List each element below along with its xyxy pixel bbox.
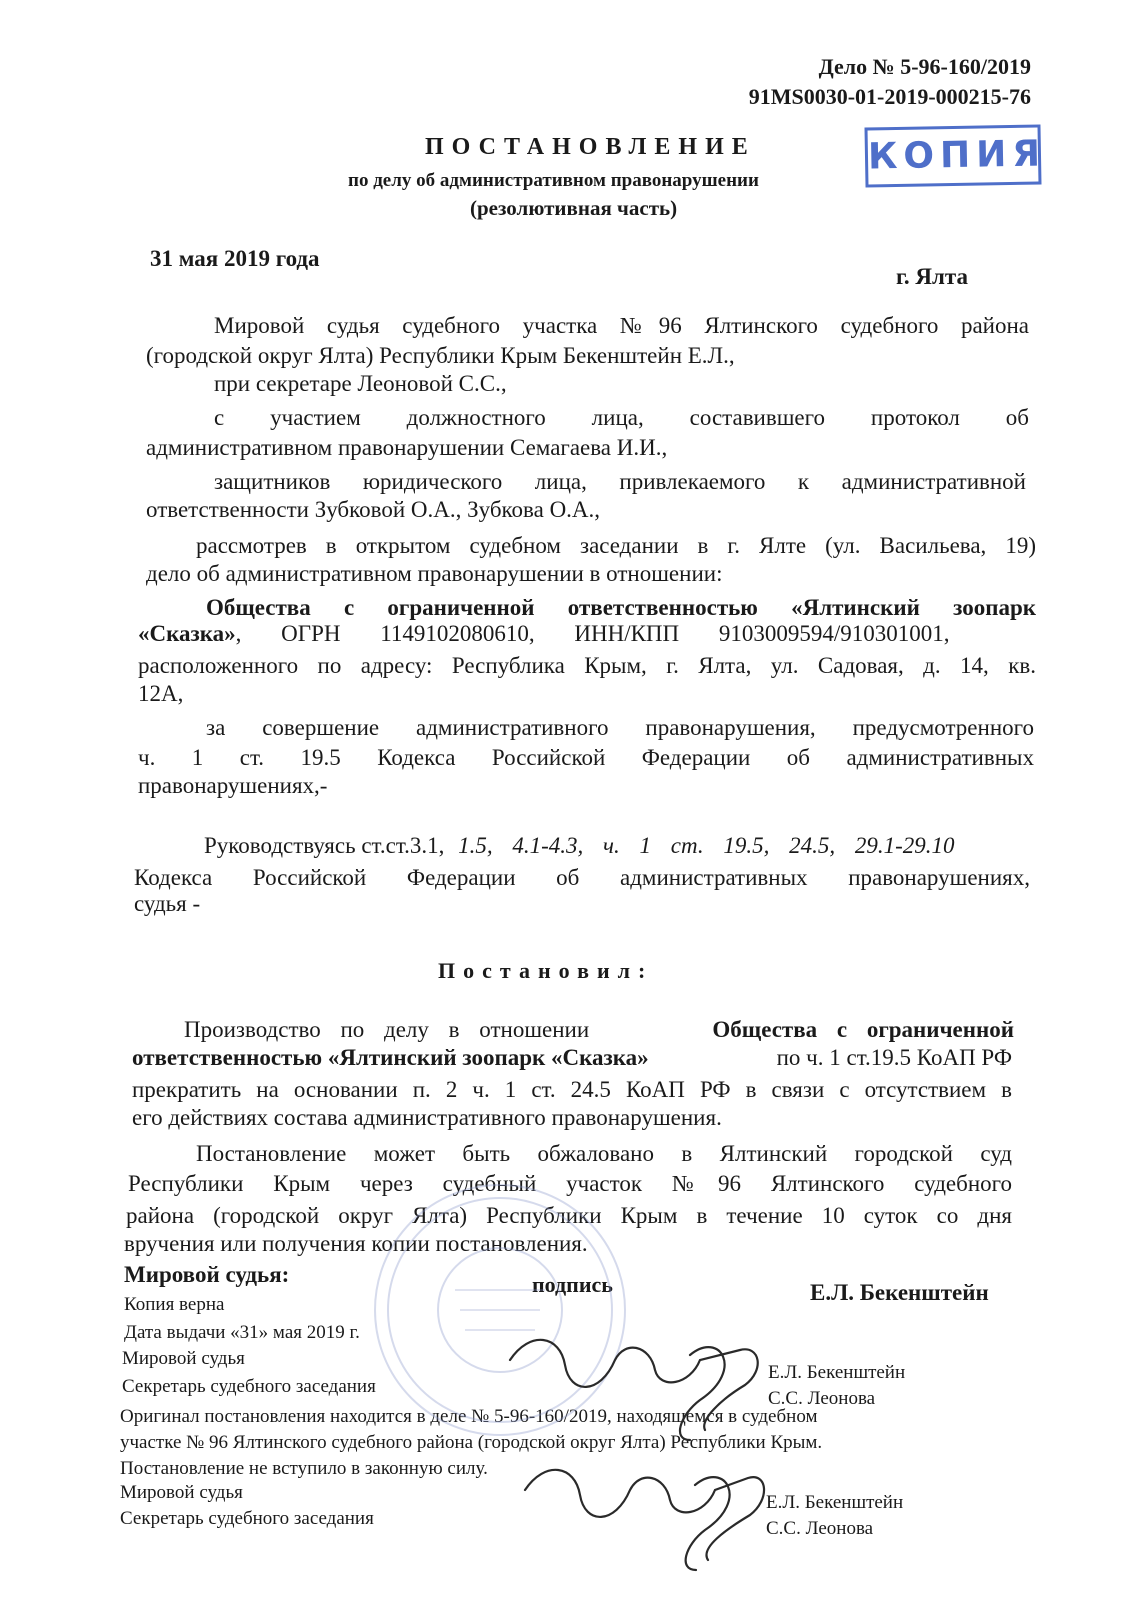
intro-line-4a: защитников юридического лица, привлекаемого к административной [214, 469, 1026, 494]
copy-stamp: КОПИЯ [864, 124, 1041, 187]
ruling-p1-start: Производство по делу в отношении [184, 1017, 590, 1042]
document-title: ПОСТАНОВЛЕНИЕ [425, 134, 756, 160]
ruling-p1-line3: прекратить на основании п. 2 ч. 1 ст. 24.5 КоАП РФ в связи с отсутствием в [132, 1077, 1012, 1102]
copy-correct: Копия верна [124, 1294, 225, 1315]
ruling-p1-line1 [184, 1016, 1014, 1044]
ruling-p2-line3: района (городской округ Ялта) Республики Крым в течение 10 суток со дня [126, 1203, 1012, 1228]
copy-judge: Мировой судья [122, 1348, 245, 1369]
ruling-p2-line1: Постановление может быть обжаловано в Ялтинский городской суд [196, 1141, 1012, 1166]
intro-line-4b: ответственности Зубковой О.А., Зубкова О.А., [146, 497, 601, 522]
copy-secretary-name-2: С.С. Леонова [766, 1518, 874, 1539]
ruling-p1-bold1: Общества с ограниченной [712, 1017, 1014, 1042]
document-place: г. Ялта [896, 264, 968, 289]
intro-line-3b: административном правонарушении Семагаева И.И., [146, 435, 668, 460]
offense-line-a: за совершение административного правонарушения, предусмотренного [206, 715, 1034, 740]
copy-judge-name: Е.Л. Бекенштейн [768, 1362, 906, 1383]
intro-line-5b: дело об административном правонарушении в отношении: [146, 561, 723, 586]
org-address: расположенного по адресу: Республика Крым, г. Ялта, ул. Садовая, д. 14, кв. [138, 653, 1036, 678]
case-uid: 91MS0030-01-2019-000215-76 [748, 84, 1031, 109]
ruling-p1-line4: его действиях состава административного правонарушения. [132, 1105, 722, 1130]
guided-articles: 1.5, 4.1-4.3, ч. 1 ст. 19.5, 24.5, 29.1-29.10 [458, 833, 955, 858]
ruling-heading: Постановил: [438, 958, 654, 983]
guided-lead: Руководствуясь ст.ст.3.1, [204, 833, 445, 858]
issue-date: Дата выдачи «31» мая 2019 г. [124, 1322, 360, 1343]
org-registration: , ОГРН 1149102080610, ИНН/КПП 9103009594/910301001, [235, 621, 950, 646]
copy-secretary-name: С.С. Леонова [768, 1388, 876, 1409]
copy-judge-name-2: Е.Л. Бекенштейн [766, 1492, 904, 1513]
handwritten-signature-2 [525, 1470, 764, 1570]
copy-secretary: Секретарь судебного заседания [122, 1376, 376, 1397]
copy-judge-2: Мировой судья [120, 1482, 243, 1503]
ruling-p2-line4: вручения или получения копии постановления. [124, 1231, 588, 1256]
copy-secretary-2: Секретарь судебного заседания [120, 1508, 374, 1529]
ruling-p1-rest2: по ч. 1 ст.19.5 КоАП РФ [776, 1045, 1012, 1070]
org-address-end: 12А, [138, 681, 184, 706]
offense-line-b: ч. 1 ст. 19.5 Кодекса Российской Федерации об административных [138, 745, 1034, 770]
intro-line-1b: (городской округ Ялта) Республики Крым Бекенштейн Е.Л., [146, 343, 735, 368]
guided-line-3: судья - [134, 891, 201, 916]
intro-line-3a: с участием должностного лица, составившего протокол об [214, 405, 1029, 430]
signature-mark: подпись [532, 1272, 613, 1297]
org-name-line-1: Общества с ограниченной ответственностью «Ялтинский зоопарк [206, 595, 1036, 620]
ruling-p2-line2: Республики Крым через судебный участок №96 Ялтинского судебного [128, 1171, 1012, 1196]
offense-line-c: правонарушениях,- [138, 773, 328, 798]
case-number: Дело № 5-96-160/2019 [818, 54, 1031, 79]
not-in-force: Постановление не вступило в законную силу. [120, 1458, 488, 1479]
guided-line-2: Кодекса Российской Федерации об административных правонарушениях, [134, 865, 1030, 890]
document-part: (резолютивная часть) [470, 196, 678, 220]
signature-name: Е.Л. Бекенштейн [810, 1280, 989, 1305]
org-name-tail: «Сказка» [138, 621, 236, 646]
original-location-b: участке № 96 Ялтинского судебного района (городской округ Ялта) Республики Крым. [120, 1432, 823, 1453]
intro-line-1a: Мировой судья судебного участка №96 Ялтинского судебного района [214, 313, 1029, 338]
intro-line-5a: рассмотрев в открытом судебном заседании в г. Ялте (ул. Васильева, 19) [196, 533, 1036, 558]
guided-line-1 [204, 832, 1034, 860]
ruling-p1-line2 [132, 1044, 1012, 1072]
document-subtitle: по делу об административном правонарушении [348, 170, 759, 191]
signature-role: Мировой судья: [124, 1262, 290, 1287]
org-line-2 [138, 620, 1036, 648]
original-location-a: Оригинал постановления находится в деле № 5-96-160/2019, находящемся в судебном [120, 1406, 818, 1427]
intro-secretary: при секретаре Леоновой С.С., [214, 371, 507, 396]
ruling-p1-bold2: ответственностью «Ялтинский зоопарк «Сказка» [132, 1045, 649, 1070]
document-date: 31 мая 2019 года [150, 246, 320, 271]
